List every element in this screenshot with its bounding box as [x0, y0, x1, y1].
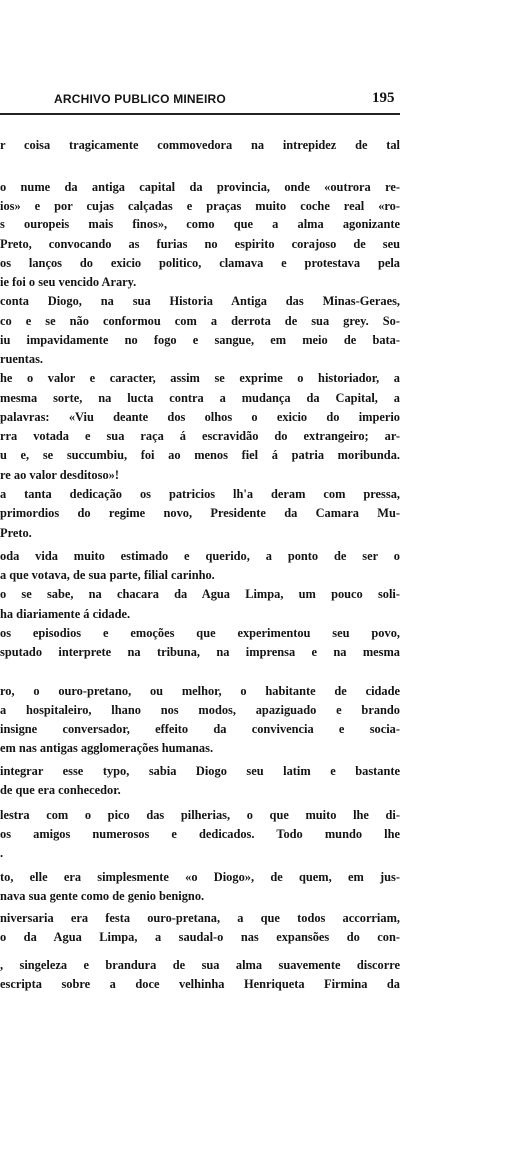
- text-line: palavras: «Viu deante dos olhos o exicio do imperio: [0, 410, 400, 424]
- text-line: iu impavidamente no fogo e sangue, em meio de bata-: [0, 333, 400, 347]
- text-line: co e se não conformou com a derrota de sua grey. So-: [0, 314, 400, 328]
- text-line: sputado interprete na tribuna, na imprensa e na mesma: [0, 645, 400, 659]
- text-line: em nas antigas agglomerações humanas.: [0, 741, 214, 755]
- text-line: escripta sobre a doce velhinha Henriqueta Firmina da: [0, 977, 400, 991]
- text-line: a tanta dedicação os patricios lh'a deram com pressa,: [0, 487, 400, 501]
- text-line: rra votada e sua raça á escravidão do extrangeiro; ar-: [0, 429, 400, 443]
- page-number: 195: [372, 90, 395, 106]
- text-line: os amigos numerosos e dedicados. Todo mundo lhe: [0, 827, 400, 841]
- journal-title: ARCHIVO PUBLICO MINEIRO: [54, 92, 226, 106]
- text-line: os lanços do exicio politico, clamava e protestava pela: [0, 256, 400, 270]
- text-line: niversaria era festa ouro-pretana, a que todos accorriam,: [0, 911, 400, 925]
- text-line: Preto.: [0, 526, 32, 540]
- text-line: to, elle era simplesmente «o Diogo», de quem, em jus-: [0, 870, 400, 884]
- text-line: o da Agua Limpa, a saudal-o nas expansões do con-: [0, 930, 400, 944]
- text-line: u e, se succumbiu, foi ao menos fiel á patria moribunda.: [0, 448, 400, 462]
- text-line: ruentas.: [0, 352, 44, 366]
- running-header: [0, 92, 402, 112]
- text-line: os episodios e emoções que experimentou seu povo,: [0, 626, 400, 640]
- text-line: a hospitaleiro, lhano nos modos, apaziguado e brando: [0, 703, 400, 717]
- text-line: primordios do regime novo, Presidente da Camara Mu-: [0, 506, 400, 520]
- text-line: ha diariamente á cidade.: [0, 607, 131, 621]
- text-line: he o valor e caracter, assim se exprime o historiador, a: [0, 371, 400, 385]
- text-line: ios» e por cujas calçadas e praças muito coche real «ro-: [0, 199, 400, 213]
- text-line: lestra com o pico das pilherias, o que muito lhe di-: [0, 808, 400, 822]
- text-line: integrar esse typo, sabia Diogo seu latim e bastante: [0, 764, 400, 778]
- text-line: r coisa tragicamente commovedora na intrepidez de tal: [0, 138, 400, 152]
- text-line: , singeleza e brandura de sua alma suavemente discorre: [0, 958, 400, 972]
- text-line: o se sabe, na chacara da Agua Limpa, um pouco soli-: [0, 587, 400, 601]
- text-line: .: [0, 846, 4, 860]
- text-line: de que era conhecedor.: [0, 783, 121, 797]
- text-line: s ouropeis mais finos», como que a alma agonizante: [0, 217, 400, 231]
- header-rule: [0, 113, 400, 115]
- text-line: a que votava, de sua parte, filial carinho.: [0, 568, 215, 582]
- text-line: ie foi o seu vencido Arary.: [0, 275, 137, 289]
- text-line: Preto, convocando as furias no espirito corajoso de seu: [0, 237, 400, 251]
- text-line: insigne conversador, effeito da convivencia e socia-: [0, 722, 400, 736]
- text-line: o nume da antiga capital da provincia, onde «outrora re-: [0, 180, 400, 194]
- text-line: re ao valor desditoso»!: [0, 468, 119, 482]
- text-line: oda vida muito estimado e querido, a ponto de ser o: [0, 549, 400, 563]
- text-line: ro, o ouro-pretano, ou melhor, o habitante de cidade: [0, 684, 400, 698]
- text-line: mesma sorte, na lucta contra a mudança da Capital, a: [0, 391, 400, 405]
- text-line: nava sua gente como de genio benigno.: [0, 889, 205, 903]
- text-line: conta Diogo, na sua Historia Antiga das Minas-Geraes,: [0, 294, 400, 308]
